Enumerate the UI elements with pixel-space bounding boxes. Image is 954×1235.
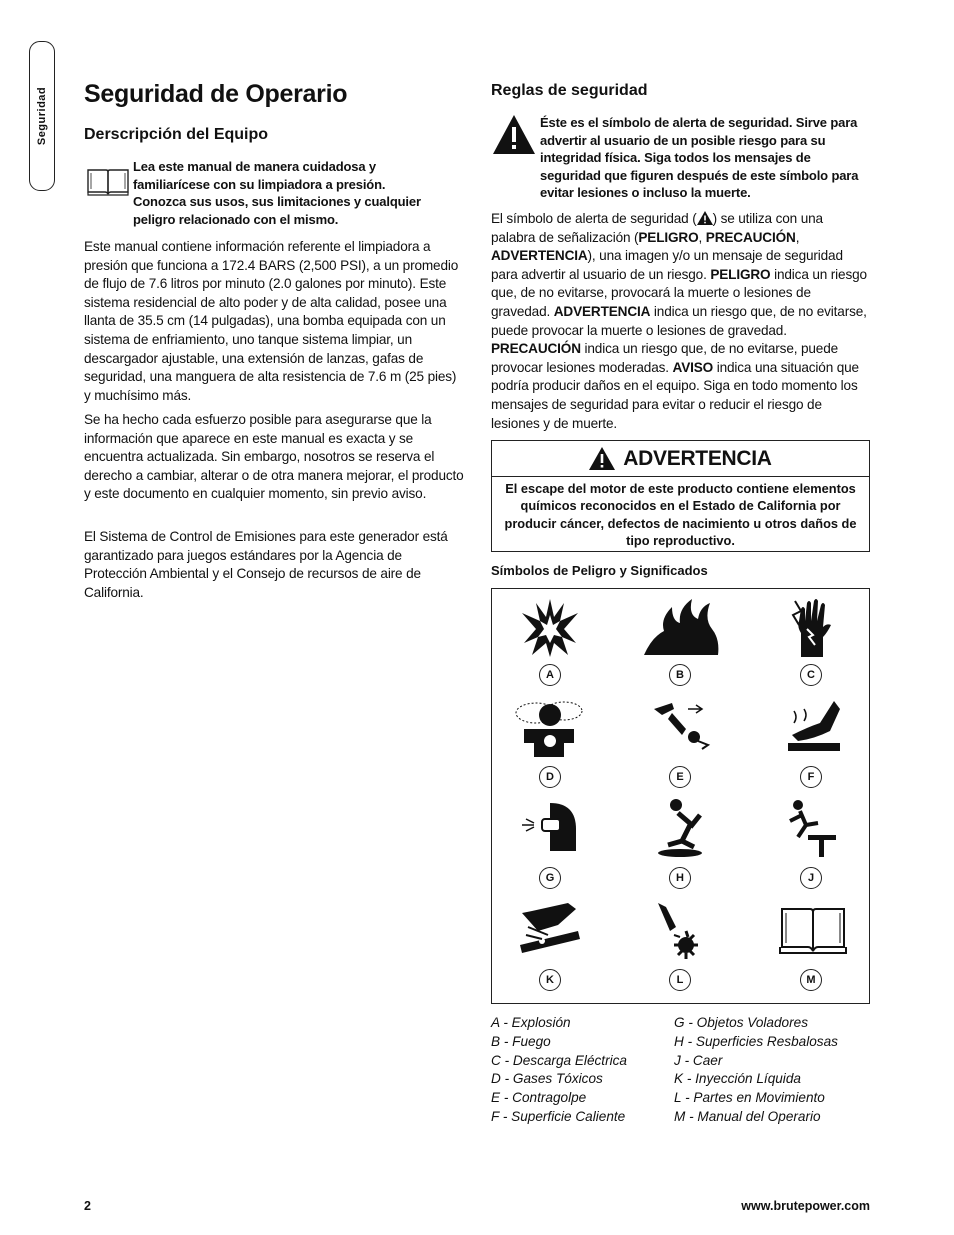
symbols-heading: Símbolos de Peligro y Significados xyxy=(491,563,708,578)
page-number: 2 xyxy=(84,1199,91,1213)
symbol-letter-c: C xyxy=(800,664,822,686)
legend-item: L - Partes en Movimiento xyxy=(674,1090,825,1106)
body-text: El símbolo de alerta de seguridad ( xyxy=(491,211,697,226)
legend-item: M - Manual del Operario xyxy=(674,1108,821,1124)
body-text: indica una situación que podría producir daños en el equipo. Siga en todo momento los mensajes de seguridad para evitar o reducir el riesgo de lesiones y de muerte. xyxy=(491,359,859,431)
explosion-icon xyxy=(520,597,580,657)
flying-objects-icon xyxy=(520,801,580,853)
symbol-letter-j: J xyxy=(800,867,822,889)
word-precaucion: PRECAUCIÓN xyxy=(705,229,796,245)
disclaimer-paragraph: Se ha hecho cada esfuerzo posible para asegurarse que la información que aparece en este manual es exacta y se encuentra actualizada. Sin embargo, nosotros se reserva el derecho a cambiar, alterar o de otra manera mejorar, el producto y este documento en cualquier momento, sin previo aviso. xyxy=(84,412,464,502)
safety-rules-heading: Reglas de seguridad xyxy=(491,82,648,99)
hot-surface-icon xyxy=(784,699,844,755)
legend-item: K - Inyección Líquida xyxy=(674,1071,801,1087)
alert-symbol-description: Éste es el símbolo de alerta de seguridad. Sirve para advertir al usuario de un posible riesgo para su integridad física. Siga todos los mensajes de seguridad que figuren después de este símbolo para evitar lesiones o incluso la muerte. xyxy=(540,115,859,200)
symbol-letter-l: L xyxy=(669,969,691,991)
legend-left xyxy=(491,1014,671,1127)
body-text: , xyxy=(698,229,706,245)
page-title: Seguridad de Operario xyxy=(84,80,348,108)
intro-bold-text: Lea este manual de manera cuidadosa y familiarícese con su limpiadora a presión. Conozca sus usos, sus limitaciones y cualquier peligro relacionado con el mismo. xyxy=(133,159,421,227)
symbol-letter-a: A xyxy=(539,664,561,686)
body-text: ) se utiliza con una palabra de señalización ( xyxy=(491,211,823,245)
warning-box xyxy=(491,440,870,552)
side-tab-label: Seguridad xyxy=(36,86,48,146)
word-precaucion: PRECAUCIÓN xyxy=(491,341,581,357)
legend-item: A - Explosión xyxy=(491,1015,571,1030)
fire-icon xyxy=(642,597,722,657)
warning-text: El escape del motor de este producto contiene elementos químicos reconocidos en el Estado de California por producir cáncer, defectos de nacimiento u otros daños de tipo reproductivo. xyxy=(504,481,857,548)
body-text: indica un riesgo que, de no evitarse, puede provocar lesiones moderadas. xyxy=(491,341,839,375)
legend-item: D - Gases Tóxicos xyxy=(491,1071,603,1087)
safety-alert-icon xyxy=(492,113,536,155)
emissions-paragraph: El Sistema de Control de Emisiones para este generador está garantizado para juegos estándares por la Agencia de Protección Ambiental y el Consejo de recursos de aire de California. xyxy=(84,529,448,600)
body-text: , xyxy=(795,229,800,245)
symbol-letter-k: K xyxy=(539,969,561,991)
body-text: ), una imagen y/o un mensaje de seguridad para advertir al usuario de un riesgo. xyxy=(491,248,843,282)
legend-right xyxy=(674,1014,870,1127)
section-subtitle: Derscripción del Equipo xyxy=(84,126,269,143)
description-paragraph: Este manual contiene información referente el limpiadora a presión que funciona a 172.4 BARS (2,500 PSI), a un promedio de flujo de 7.6 litros por minuto (2.0 galones por minuto). Este sistema residencial de alto poder y de alta calidad, posee una llanta de 35.5 cm (14 pulgadas), una bomba equipada con un sistema de enfriamiento, uno tanque sistema limpiar, un descargador ajustable, una extensión de lanzas, gafas de seguridad, una manguera de alta resistencia de 7.6 m (25 pies) y muchísimo más. xyxy=(84,239,459,403)
warning-triangle-icon xyxy=(589,447,615,470)
toxic-fumes-icon xyxy=(514,697,584,759)
slippery-surface-icon xyxy=(652,797,712,857)
symbol-letter-d: D xyxy=(539,766,561,788)
symbol-letter-f: F xyxy=(800,766,822,788)
liquid-injection-icon xyxy=(518,901,582,957)
word-advertencia: ADVERTENCIA xyxy=(491,248,588,264)
legend-item: C - Descarga Eléctrica xyxy=(491,1052,627,1068)
fall-icon xyxy=(784,799,840,857)
word-peligro: PELIGRO xyxy=(638,229,699,245)
legend-item: J - Caer xyxy=(674,1052,723,1068)
inline-alert-icon xyxy=(697,211,713,225)
electric-shock-icon xyxy=(787,597,835,659)
book-icon xyxy=(86,166,130,196)
body-text: indica un riesgo que, de no evitarse, provocará la muerte o lesiones de gravedad. xyxy=(491,266,867,319)
symbol-letter-h: H xyxy=(669,867,691,889)
word-advertencia: ADVERTENCIA xyxy=(553,303,651,319)
operator-manual-icon xyxy=(778,903,848,955)
hazard-symbols-grid xyxy=(491,588,870,1004)
legend-item: G - Objetos Voladores xyxy=(674,1015,808,1030)
legend-item: F - Superficie Caliente xyxy=(491,1108,626,1124)
warning-title: ADVERTENCIA xyxy=(623,446,772,470)
symbol-letter-b: B xyxy=(669,664,691,686)
symbol-letter-e: E xyxy=(669,766,691,788)
legend-item: B - Fuego xyxy=(491,1033,551,1049)
word-peligro: PELIGRO xyxy=(710,266,771,282)
legend-item: H - Superficies Resbalosas xyxy=(674,1033,838,1049)
side-tab xyxy=(29,41,55,191)
signal-words-paragraph xyxy=(491,210,869,433)
website-link[interactable]: www.brutepower.com xyxy=(741,1199,870,1213)
legend-item: E - Contragolpe xyxy=(491,1090,587,1106)
symbol-letter-g: G xyxy=(539,867,561,889)
symbol-letter-m: M xyxy=(800,969,822,991)
moving-parts-icon xyxy=(652,901,702,959)
kickback-icon xyxy=(652,701,712,751)
warning-header xyxy=(492,441,869,477)
word-aviso: AVISO xyxy=(672,359,714,375)
body-text: indica un riesgo que, de no evitarse, puede provocar la muerte o lesiones de gravedad. xyxy=(491,303,867,338)
